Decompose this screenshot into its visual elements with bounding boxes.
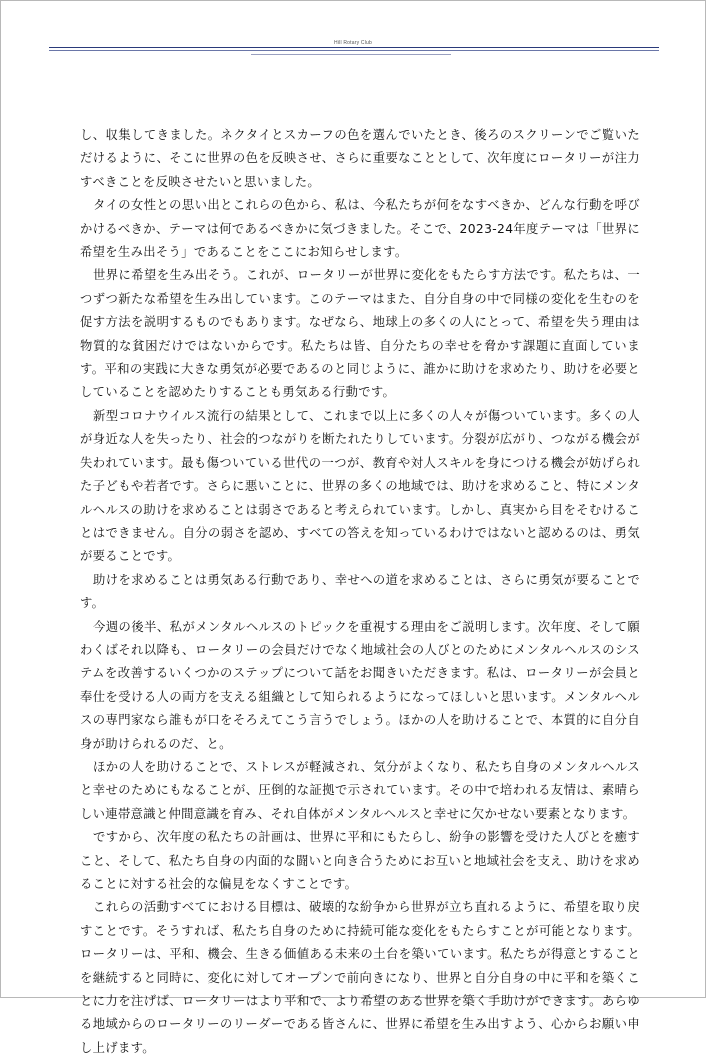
header-rule-short bbox=[251, 54, 451, 55]
paragraph-covid-impact: 新型コロナウイルス流行の結果として、これまで以上に多くの人々が傷ついています。多くの人が身近な人を失ったり、社会的つながりを断たれたりしています。分裂が広がり、つながる機会が失われています。最も傷ついている世代の一つが、教育や対人スキルを身につける機会が妨げられた子どもや若者です。さらに悪いことに、世界の多くの地域では、助けを求めること、特にメンタルヘルスの助けを求めることは弱さであると考えられています。しかし、真実から目をそむけることはできません。自分の弱さを認め、すべての答えを知っているわけではないと認めるのは、勇気が要ることです。 bbox=[80, 408, 640, 564]
paragraph-helping-others: ほかの人を助けることで、ストレスが軽減され、気分がよくなり、私たち自身のメンタルヘルスと幸せのためにもなることが、圧倒的な証拠で示されています。その中で培われる友情は、素晴らしい連帯意識と仲間意識を育み、それ自体がメンタルヘルスと幸せに欠かせない要素となります。 bbox=[80, 759, 640, 821]
header-rule-primary bbox=[49, 47, 659, 48]
document-body bbox=[80, 124, 640, 1060]
paragraph-plan: ですから、次年度の私たちの計画は、世界に平和にもたらし、紛争の影響を受けた人びとを癒すこと、そして、私たち自身の内面的な闘いと向き合うためにお互いと地域社会を支え、助けを求めることに対する社会的な偏見をなくすことです。 bbox=[80, 830, 640, 891]
paragraph-continuation: し、収集してきました。ネクタイとスカーフの色を選んでいたとき、後ろのスクリーンでご覧いただけるように、そこに世界の色を反映させ、さらに重要なこととして、次年度にロータリーが注力すべきことを反映させたいと思いました。 bbox=[80, 128, 640, 189]
header-club-name: Hill Rotary Club bbox=[334, 40, 372, 46]
header-rule-secondary bbox=[49, 50, 659, 51]
paragraph-theme-announcement: タイの女性との思い出とこれらの色から、私は、今私たちが何をなすべきか、どんな行動を呼びかけるべきか、テーマは何であるべきかに気づきました。そこで、2023-24年度テーマは「世界に希望を生み出そう」であることをここにお知らせします。 bbox=[80, 198, 640, 260]
paragraph-mental-health: 今週の後半、私がメンタルヘルスのトピックを重視する理由をご説明します。次年度、そして願わくばそれ以降も、ロータリーの会員だけでなく地域社会の人びとのためにメンタルヘルスのシステムを改善するいくつかのステップについて話をお聞きいただきます。私は、ロータリーが会員と奉仕を受ける人の両方を支える組織として知られるようになってほしいと思います。メンタルヘルスの専門家なら誰もが口をそろえてこう言うでしょう。ほかの人を助けることで、本質的に自分自身が助けられるのだ、と。 bbox=[80, 619, 640, 751]
paragraph-create-hope: 世界に希望を生み出そう。これが、ロータリーが世界に変化をもたらす方法です。私たちは、一つずつ新たな希望を生み出しています。このテーマはまた、自分自身の中で同様の変化を生むのを促す方法を説明するものでもあります。なぜなら、地球上の多くの人にとって、希望を失う理由は物質的な貧困だけではないからです。私たちは皆、自分たちの幸せを脅かす課題に直面しています。平和の実践に大きな勇気が必要であるのと同じように、誰かに助けを求めたり、助けを必要としていることを認めたりすることも勇気ある行動です。 bbox=[80, 268, 640, 400]
paragraph-goal: これらの活動すべてにおける目標は、破壊的な紛争から世界が立ち直れるように、希望を取り戻すことです。そうすれば、私たち自身のために持続可能な変化をもたらすことが可能となります。ロータリーは、平和、機会、生きる価値ある未来の土台を築いています。私たちが得意とすることを継続すると同時に、変化に対してオープンで前向きになり、世界と自分自身の中に平和を築くことに力を注げば、ロータリーはより平和で、より希望のある世界を築く手助けができます。あらゆる地域からのロータリーのリーダーである皆さんに、世界に希望を生み出すよう、心からお願い申し上げます。 bbox=[80, 900, 640, 1055]
paragraph-seeking-help: 助けを求めることは勇気ある行動であり、幸せへの道を求めることは、さらに勇気が要ることです。 bbox=[80, 572, 640, 611]
